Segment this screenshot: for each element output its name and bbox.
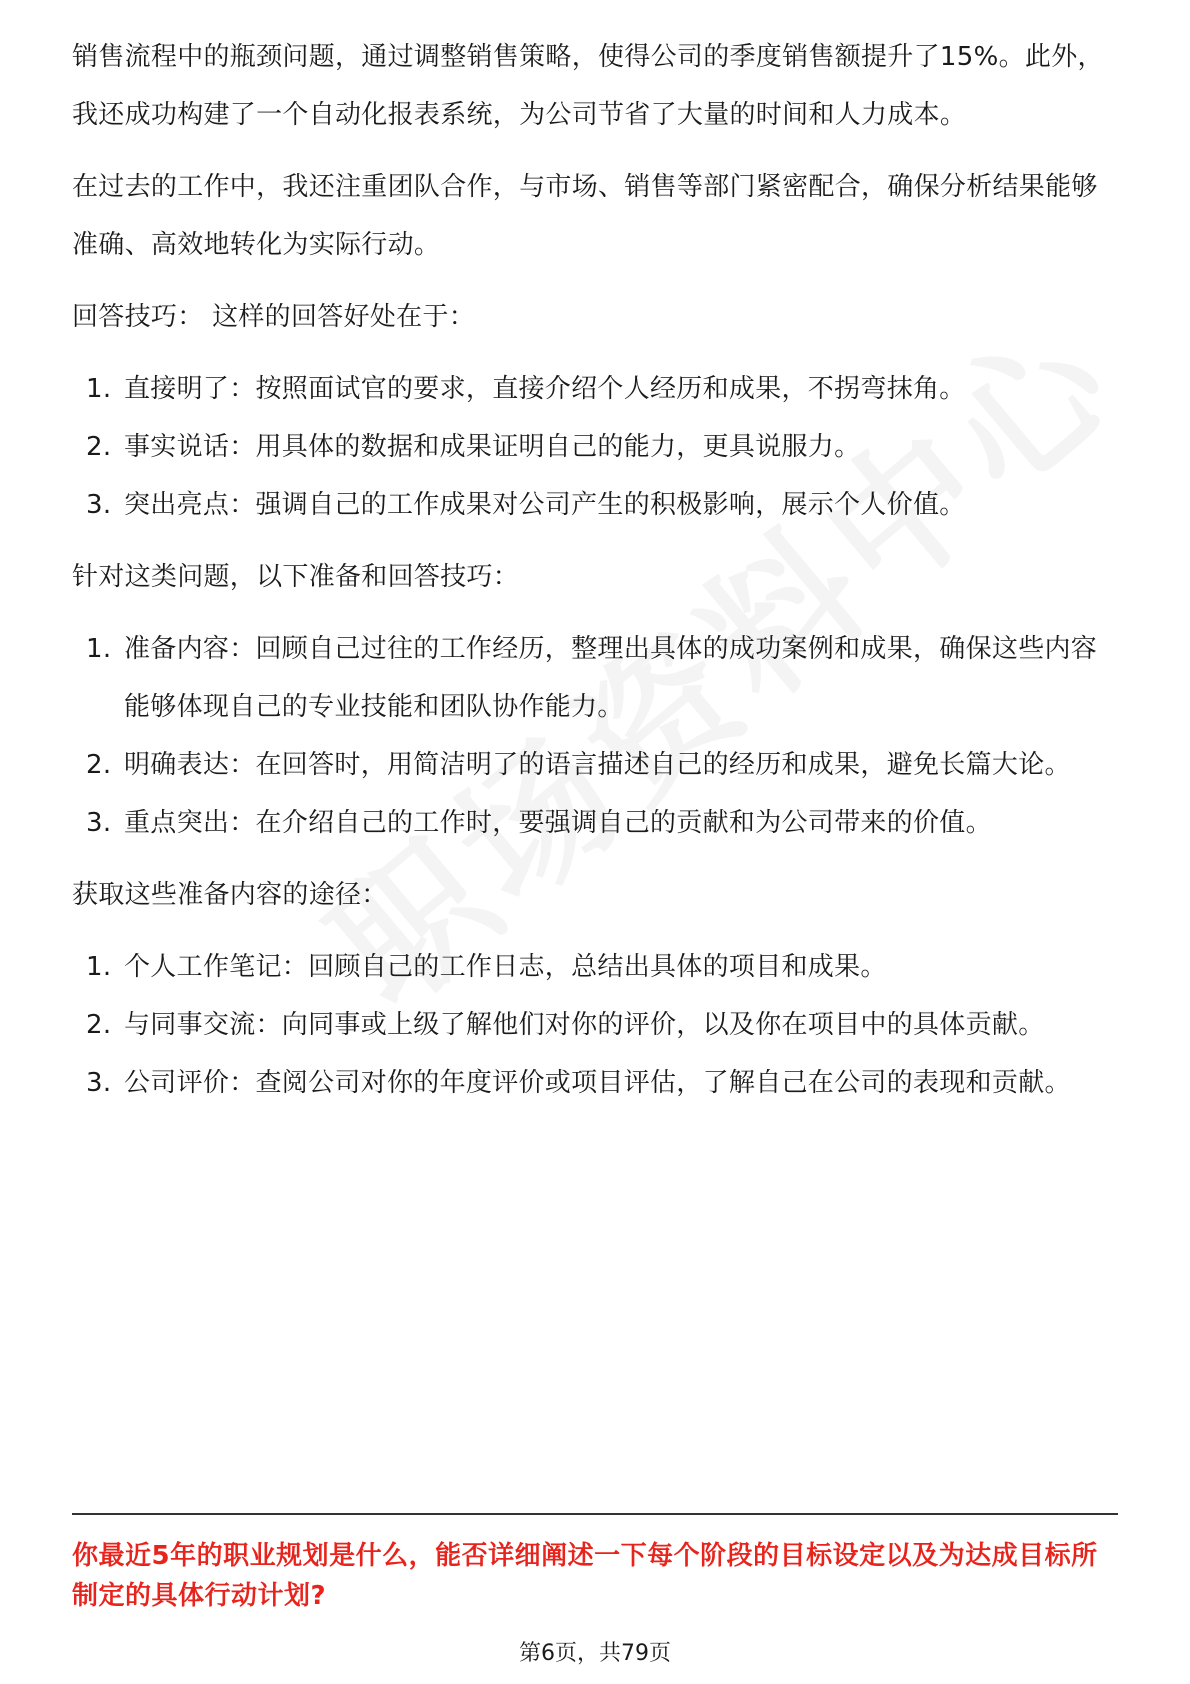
list-item [72, 620, 1118, 736]
prep-list [72, 620, 1118, 852]
document-body [72, 28, 1118, 1126]
list-item [72, 360, 1118, 418]
page-number: 第6页，共79页 [519, 1641, 671, 1666]
tips-heading: 回答技巧： 这样的回答好处在于： [72, 302, 476, 332]
list-number: 2. [86, 750, 112, 780]
next-question-heading: 你最近5年的职业规划是什么，能否详细阐述一下每个阶段的目标设定以及为达成目标所制定的具体行动计划? [72, 1541, 1098, 1611]
list-number: 1. [86, 952, 112, 982]
list-text: 个人工作笔记：回顾自己的工作日志，总结出具体的项目和成果。 [124, 952, 887, 982]
list-number: 1. [86, 374, 112, 404]
list-text: 突出亮点：强调自己的工作成果对公司产生的积极影响，展示个人价值。 [124, 490, 966, 520]
source-heading: 获取这些准备内容的途径： [72, 880, 388, 910]
list-text: 明确表达：在回答时，用简洁明了的语言描述自己的经历和成果，避免长篇大论。 [124, 750, 1071, 780]
list-number: 3. [86, 808, 112, 838]
list-text: 重点突出：在介绍自己的工作时，要强调自己的贡献和为公司带来的价值。 [124, 808, 992, 838]
intro-paragraph: 销售流程中的瓶颈问题，通过调整销售策略，使得公司的季度销售额提升了15%。此外，我还成功构建了一个自动化报表系统，为公司节省了大量的时间和人力成本。 [72, 42, 1104, 130]
list-text: 准备内容：回顾自己过往的工作经历，整理出具体的成功案例和成果，确保这些内容能够体现自己的专业技能和团队协作能力。 [124, 634, 1098, 722]
list-item [72, 794, 1118, 852]
tips-list [72, 360, 1118, 534]
list-item [72, 938, 1118, 996]
list-text: 直接明了：按照面试官的要求，直接介绍个人经历和成果，不拐弯抹角。 [124, 374, 966, 404]
list-item [72, 736, 1118, 794]
list-number: 3. [86, 490, 112, 520]
list-text: 公司评价：查阅公司对你的年度评价或项目评估，了解自己在公司的表现和贡献。 [124, 1068, 1071, 1098]
list-number: 1. [86, 634, 112, 664]
section-divider [72, 1513, 1118, 1515]
list-text: 事实说话：用具体的数据和成果证明自己的能力，更具说服力。 [124, 432, 861, 462]
list-item [72, 418, 1118, 476]
list-number: 2. [86, 1010, 112, 1040]
source-list [72, 938, 1118, 1112]
list-number: 3. [86, 1068, 112, 1098]
list-text: 与同事交流：向同事或上级了解他们对你的评价，以及你在项目中的具体贡献。 [124, 1010, 1045, 1040]
list-item [72, 996, 1118, 1054]
list-item [72, 1054, 1118, 1112]
teamwork-paragraph: 在过去的工作中，我还注重团队合作，与市场、销售等部门紧密配合，确保分析结果能够准确、高效地转化为实际行动。 [72, 172, 1098, 260]
list-number: 2. [86, 432, 112, 462]
list-item [72, 476, 1118, 534]
prep-heading: 针对这类问题，以下准备和回答技巧： [72, 562, 520, 592]
